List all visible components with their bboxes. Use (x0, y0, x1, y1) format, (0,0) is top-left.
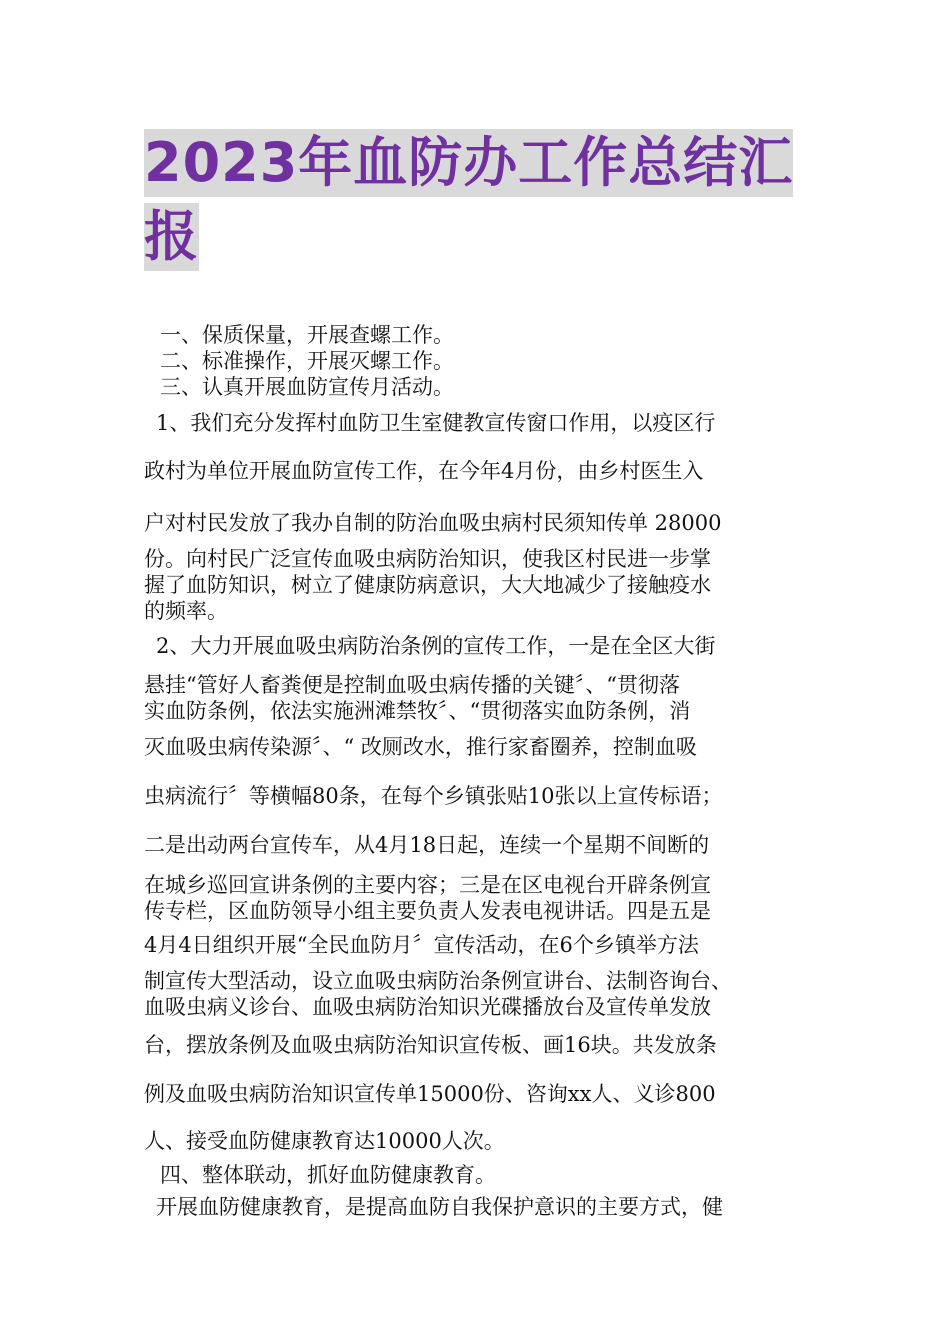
paragraph-line: 灭血吸虫病传染源〞、“ 改厕改水，推行家畜圈养，控制血吸 (144, 735, 697, 759)
paragraph-line: 户对村民发放了我办自制的防治血吸虫病村民须知传单 28000 (144, 511, 722, 535)
paragraph-line: 在城乡巡回宣讲条例的主要内容；三是在区电视台开辟条例宣 (144, 873, 711, 897)
paragraph-line: 人、接受血防健康教育达10000人次。 (144, 1129, 505, 1153)
paragraph-line: 政村为单位开展血防宣传工作，在今年4月份，由乡村医生入 (144, 459, 704, 483)
paragraph-line: 开展血防健康教育，是提高血防自我保护意识的主要方式，健 (156, 1195, 723, 1219)
paragraph-line: 实血防条例，依法实施洲滩禁牧〞、“贯彻落实血防条例，消 (144, 699, 691, 723)
section-heading: 二、标准操作，开展灭螺工作。 (160, 349, 454, 373)
paragraph-line: 握了血防知识，树立了健康防病意识，大大地减少了接触疫水 (144, 573, 711, 597)
section-heading: 四、整体联动，抓好血防健康教育。 (160, 1163, 496, 1187)
paragraph-line: 悬挂“管好人畜粪便是控制血吸虫病传播的关键〞、“贯彻落 (144, 673, 680, 697)
section-heading: 一、保质保量，开展查螺工作。 (160, 323, 454, 347)
section-heading: 三、认真开展血防宣传月活动。 (160, 375, 454, 399)
paragraph-line: 台，摆放条例及血吸虫病防治知识宣传板、画16块。共发放条 (144, 1033, 717, 1057)
paragraph-line: 份。向村民广泛宣传血吸虫病防治知识，使我区村民进一步掌 (144, 547, 711, 571)
paragraph-line: 虫病流行〞等横幅80条，在每个乡镇张贴10张以上宣传标语； (144, 784, 723, 808)
paragraph-line: 二是出动两台宣传车，从4月18日起，连续一个星期不间断的 (144, 833, 710, 857)
paragraph-line: 例及血吸虫病防治知识宣传单15000份、咨询xx人、义诊800 (144, 1082, 716, 1106)
paragraph-line: 制宣传大型活动，设立血吸虫病防治条例宣讲台、法制咨询台、 (144, 969, 732, 993)
document-title-line-2: 报 (144, 203, 199, 271)
paragraph-line: 1、我们充分发挥村血防卫生室健教宣传窗口作用，以疫区行 (156, 411, 716, 435)
paragraph-line: 血吸虫病义诊台、血吸虫病防治知识光碟播放台及宣传单发放 (144, 995, 711, 1019)
document-title-line-1: 2023年血防办工作总结汇 (144, 129, 793, 197)
paragraph-line: 2、大力开展血吸虫病防治条例的宣传工作，一是在全区大街 (156, 634, 716, 658)
paragraph-line: 的频率。 (144, 599, 228, 623)
paragraph-line: 传专栏，区血防领导小组主要负责人发表电视讲话。四是五是 (144, 899, 711, 923)
paragraph-line: 4月4日组织开展“全民血防月〞宣传活动，在6个乡镇举方法 (144, 933, 699, 957)
